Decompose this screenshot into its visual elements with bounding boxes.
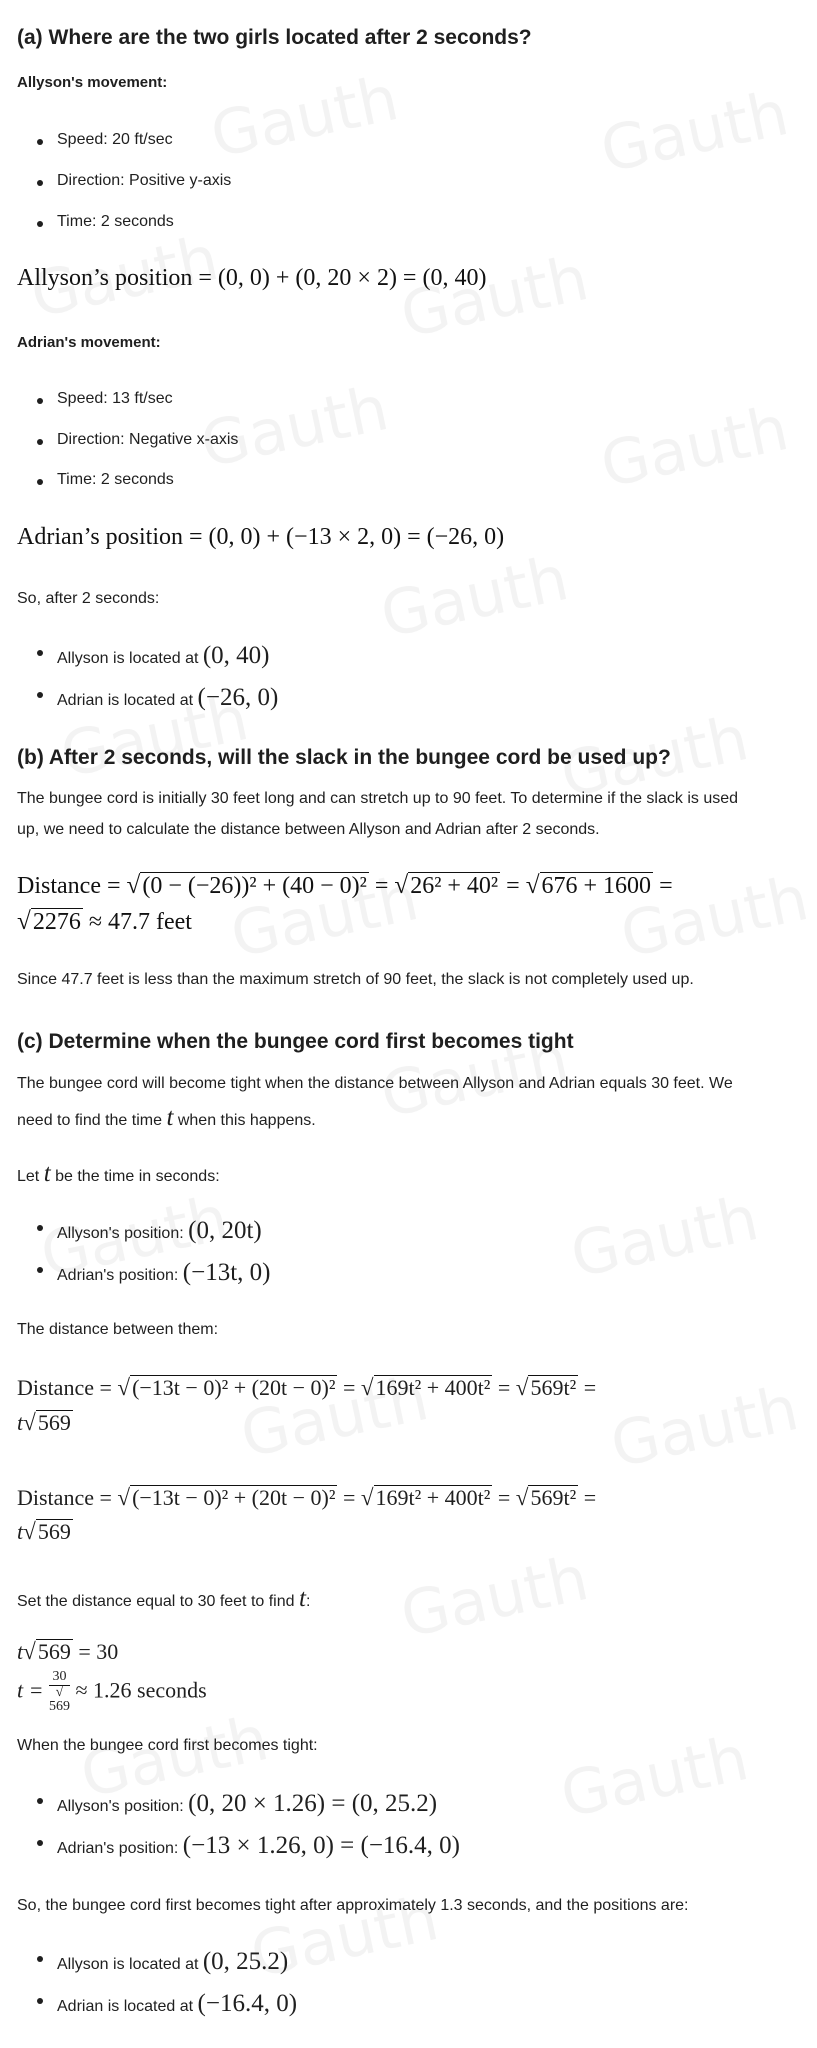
list-item bbox=[57, 1832, 460, 1860]
position-label: Allyson's position: bbox=[57, 1225, 184, 1242]
list-item: Direction: Negative x-axis bbox=[57, 431, 239, 448]
equation-rhs: ≈ 1.26 seconds bbox=[75, 1677, 207, 1703]
location-label: Allyson is located at bbox=[57, 650, 199, 667]
part-c-heading: (c) Determine when the bungee cord first becomes tight bbox=[17, 1030, 574, 1053]
watermark bbox=[554, 1721, 754, 1832]
list-item bbox=[57, 642, 270, 670]
radicand: (0 − (−26))² + (40 − 0)² bbox=[142, 873, 367, 899]
list-item bbox=[57, 1948, 288, 1976]
location-label: Allyson is located at bbox=[57, 1956, 199, 1973]
radicand: 569 bbox=[37, 1519, 71, 1544]
location-label: Adrian is located at bbox=[57, 692, 194, 709]
list-item: Speed: 13 ft/sec bbox=[57, 390, 173, 407]
position-math: (−13t, 0) bbox=[182, 1259, 271, 1286]
distance-label: Distance bbox=[17, 1485, 94, 1510]
location-math: (−26, 0) bbox=[197, 684, 279, 711]
part-b-heading: (b) After 2 seconds, will the slack in the bungee cord be used up? bbox=[17, 746, 671, 769]
var-t: t bbox=[166, 1104, 174, 1131]
watermark bbox=[594, 391, 794, 502]
radicand: 2276 bbox=[32, 909, 81, 935]
radicand: 569 bbox=[37, 1410, 71, 1435]
list-item bbox=[57, 1990, 297, 2018]
distance-equation: Distance = √(0 − (−26))² + (40 − 0)² = √26² + 40² = √676 + 1600 = bbox=[17, 872, 673, 899]
equation-rhs: = 30 bbox=[78, 1639, 119, 1664]
fraction-numerator: 30 bbox=[49, 1670, 70, 1686]
location-label: Adrian is located at bbox=[57, 1998, 194, 2015]
text-part: when this happens. bbox=[177, 1112, 316, 1129]
paragraph: Set the distance equal to 30 feet to find t: bbox=[17, 1585, 311, 1612]
distance-equation: Distance = √(−13t − 0)² + (20t − 0)² = √169t² + 400t² = √569t² = bbox=[17, 1374, 597, 1400]
var-t: t bbox=[43, 1160, 51, 1187]
position-math: (−13 × 1.26, 0) = (−16.4, 0) bbox=[182, 1832, 460, 1859]
equation-lhs: t = bbox=[17, 1677, 44, 1703]
text-part: need to find the time bbox=[17, 1112, 162, 1129]
paragraph: The bungee cord will become tight when the distance between Allyson and Adrian equals 30 feet. We bbox=[17, 1075, 733, 1092]
radicand: 169t² + 400t² bbox=[375, 1485, 491, 1510]
radicand: 676 + 1600 bbox=[541, 873, 652, 899]
list-item bbox=[57, 1259, 271, 1287]
distance-equation-cont: √2276 ≈ 47.7 feet bbox=[17, 908, 192, 935]
watermark bbox=[394, 1541, 594, 1652]
final-text: So, the bungee cord first becomes tight after approximately 1.3 seconds, and the positions are: bbox=[17, 1897, 689, 1914]
distance-equation-cont: t√569 bbox=[17, 1409, 71, 1435]
list-item bbox=[57, 1217, 262, 1245]
radicand: 569t² bbox=[530, 1375, 577, 1400]
watermark bbox=[594, 76, 794, 187]
paragraph: The distance between them: bbox=[17, 1321, 219, 1338]
list-item: Direction: Positive y-axis bbox=[57, 172, 232, 189]
adrian-position-equation: Adrian’s position = (0, 0) + (−13 × 2, 0) = (−26, 0) bbox=[17, 524, 505, 550]
position-math: (0, 20t) bbox=[188, 1217, 262, 1244]
watermark bbox=[374, 541, 574, 652]
radicand: 169t² + 400t² bbox=[375, 1375, 491, 1400]
equation-line: t√569 = 30 bbox=[17, 1638, 119, 1664]
part-a-heading: (a) Where are the two girls located after 2 seconds? bbox=[17, 26, 532, 49]
paragraph: When the bungee cord first becomes tight: bbox=[17, 1737, 318, 1754]
position-label: Adrian's position: bbox=[57, 1267, 179, 1284]
radicand: 569 bbox=[37, 1639, 71, 1664]
var-t: t bbox=[298, 1585, 306, 1612]
var-t: t bbox=[17, 1410, 24, 1435]
watermark bbox=[204, 61, 404, 172]
allyson-movement-title: Allyson's movement: bbox=[17, 74, 168, 91]
paragraph: The bungee cord is initially 30 feet long and can stretch up to 90 feet. To determine if the slack is used bbox=[17, 790, 739, 807]
location-math: (0, 40) bbox=[202, 642, 270, 669]
location-math: (0, 25.2) bbox=[202, 1948, 289, 1975]
summary-text: So, after 2 seconds: bbox=[17, 590, 160, 607]
list-item bbox=[57, 1790, 437, 1818]
allyson-position-equation: Allyson’s position = (0, 0) + (0, 20 × 2) = (0, 40) bbox=[17, 265, 487, 291]
list-item: Time: 2 seconds bbox=[57, 213, 174, 230]
list-item: Time: 2 seconds bbox=[57, 471, 174, 488]
text-part: Let bbox=[17, 1168, 40, 1185]
distance-label: Distance bbox=[17, 873, 101, 899]
approx-value: ≈ 47.7 feet bbox=[88, 909, 192, 935]
watermark bbox=[564, 1181, 764, 1292]
fraction: 30 √ 569 bbox=[48, 1669, 70, 1715]
text-part: be the time in seconds: bbox=[55, 1168, 220, 1185]
list-item bbox=[57, 684, 278, 712]
watermark bbox=[604, 1371, 804, 1482]
paragraph bbox=[17, 1104, 316, 1132]
radicand: (−13t − 0)² + (20t − 0)² bbox=[132, 1375, 336, 1400]
watermark bbox=[194, 371, 394, 482]
position-math: (0, 20 × 1.26) = (0, 25.2) bbox=[188, 1790, 438, 1817]
distance-equation: Distance = √(−13t − 0)² + (20t − 0)² = √169t² + 400t² = √569t² = bbox=[17, 1484, 597, 1510]
equation-line bbox=[17, 1670, 207, 1715]
var-t: t bbox=[17, 1519, 24, 1544]
paragraph: up, we need to calculate the distance between Allyson and Adrian after 2 seconds. bbox=[17, 821, 600, 838]
radicand: 26² + 40² bbox=[410, 873, 499, 899]
fraction-denominator: 569 bbox=[48, 1699, 70, 1715]
radicand: (−13t − 0)² + (20t − 0)² bbox=[132, 1485, 336, 1510]
conclusion-text: Since 47.7 feet is less than the maximum stretch of 90 feet, the slack is not completely used up. bbox=[17, 971, 694, 988]
location-math: (−16.4, 0) bbox=[197, 1990, 298, 2017]
distance-label: Distance bbox=[17, 1375, 94, 1400]
distance-equation-cont: t√569 bbox=[17, 1518, 71, 1544]
position-label: Adrian's position: bbox=[57, 1840, 179, 1857]
var-t: t bbox=[17, 1639, 24, 1664]
adrian-movement-title: Adrian's movement: bbox=[17, 334, 161, 351]
paragraph bbox=[17, 1160, 220, 1188]
radicand: 569t² bbox=[530, 1485, 577, 1510]
position-label: Allyson's position: bbox=[57, 1798, 184, 1815]
text-part: Set the distance equal to 30 feet to find bbox=[17, 1593, 295, 1610]
watermark bbox=[394, 241, 594, 352]
list-item: Speed: 20 ft/sec bbox=[57, 131, 173, 148]
